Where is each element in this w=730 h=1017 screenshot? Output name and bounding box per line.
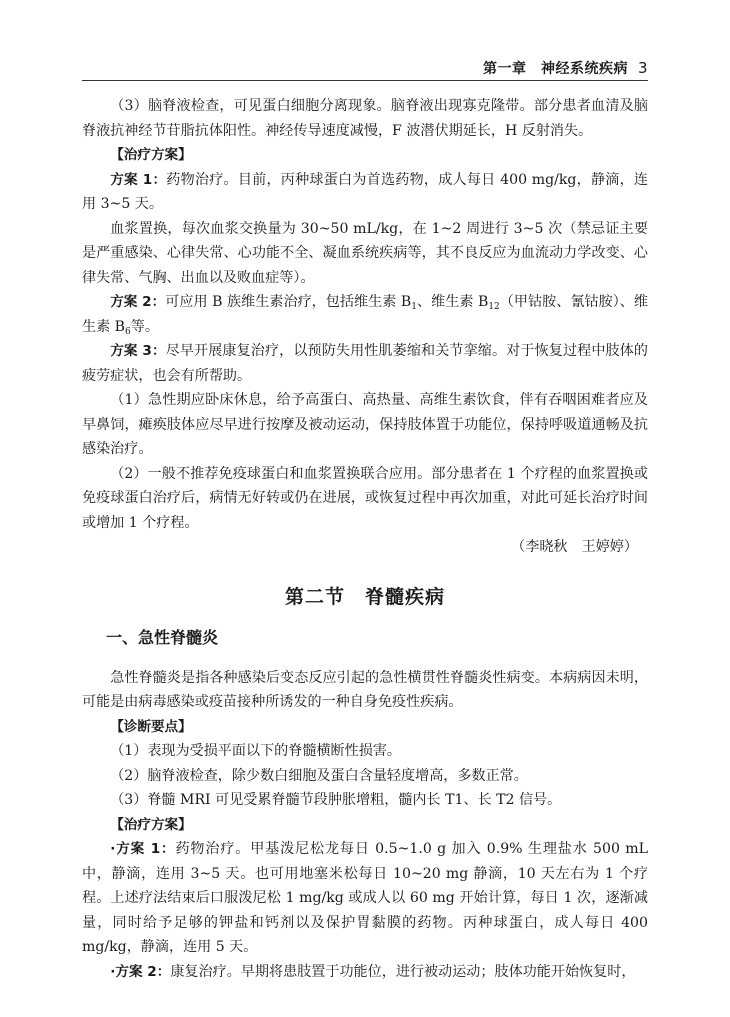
plasma-exchange-paragraph: 血浆置换，每次血浆交换量为 30~50 mL/kg，在 1~2 周进行 3~5 次（禁忌证主要是严重感染、心律失常、心功能不全、凝血系统疾病等，其不良反应为血流动力学改变、心律失常、气胸、出血以及败血症等）。: [82, 220, 648, 286]
running-header: [82, 56, 648, 81]
plan1-label: 方案 1：: [110, 171, 167, 188]
subsection-title: 一、急性脊髓炎: [106, 627, 219, 647]
plan3-paragraph: 方案 3：尽早开展康复治疗，以预防失用性肌萎缩和关节挛缩。对于恢复过程中肢体的疲劳症状，也会有所帮助。: [82, 343, 648, 384]
myelitis-plan2-paragraph: ·方案 2：康复治疗。早期将患肢置于功能位，进行被动运动；肢体功能开始恢复时，: [110, 963, 636, 980]
page-number: 3: [637, 59, 648, 77]
myelitis-plan2-label: ·方案 2：: [110, 963, 171, 980]
intro-paragraph: 急性脊髓炎是指各种感染后变态反应引起的急性横贯性脊髓炎性病变。本病病因未明，可能是由病毒感染或疫苗接种所诱发的一种自身免疫性疾病。: [82, 669, 648, 710]
note2-paragraph: （2）一般不推荐免疫球蛋白和血浆置换联合应用。部分患者在 1 个疗程的血浆置换或免疫球蛋白治疗后，病情无好转或仍在进展，或恢复过程中再次加重，对此可延长治疗时间或增加 1 个疗程。: [82, 465, 648, 531]
diagnosis-item-1: （1）表现为受损平面以下的脊髓横断性损害。: [110, 743, 402, 759]
plan2-label: 方案 2：: [110, 294, 166, 310]
page-body: [82, 94, 648, 984]
author-signature: （李晓秋 王婷婷）: [511, 539, 638, 555]
diagnosis-item-3: （3）脊髓 MRI 可见受累脊髓节段肿胀增粗，髓内长 T1、长 T2 信号。: [110, 792, 562, 808]
plan3-label: 方案 3：: [110, 343, 166, 359]
treatment-heading: 【治疗方案】: [110, 147, 192, 163]
note1-paragraph: （1）急性期应卧床休息，给予高蛋白、高热量、高维生素饮食，伴有吞咽困难者应及早鼻饲，瘫痪肢体应尽早进行按摩及被动运动，保持肢体置于功能位，保持呼吸道通畅及抗感染治疗。: [82, 392, 648, 457]
myelitis-plan1-label: ·方案 1：: [110, 841, 176, 857]
section-title: 第二节 脊髓疾病: [284, 585, 445, 608]
plan1-paragraph: 方案 1：药物治疗。目前，丙种球蛋白为首选药物，成人每日 400 mg/kg，静滴，连用 3~5 天。: [82, 171, 648, 212]
diagnosis-item-2: （2）脑脊液检查，除少数白细胞及蛋白含量轻度增高，多数正常。: [110, 767, 528, 784]
diagnosis-heading: 【诊断要点】: [110, 718, 192, 735]
paragraph-csf-exam: （3）脑脊液检查，可见蛋白细胞分离现象。脑脊液出现寡克隆带。部分患者血清及脑脊液抗神经节苷脂抗体阳性。神经传导速度减慢，F 波潜伏期延长，H 反射消失。: [82, 98, 648, 139]
myelitis-plan1-paragraph: ·方案 1：药物治疗。甲基泼尼松龙每日 0.5~1.0 g 加入 0.9% 生理盐水 500 mL 中，静滴，连用 3~5 天。也可用地塞米松每日 10~20 mg 静滴，10 天左右为 1 个疗程。上述疗法结束后口服泼尼松 1 mg/kg 或成人以 60 mg 开始计算，每日 1 次，逐渐减量，同时给予足够的钾盐和钙剂以及保护胃黏膜的药物。丙种球蛋白，成人每日 400 mg/kg，静滴，连用 5 天。: [82, 841, 648, 955]
treatment-heading-2: 【治疗方案】: [110, 816, 192, 833]
chapter-heading: 第一章 神经系统疾病 3: [482, 59, 648, 77]
plan2-paragraph: 方案 2：可应用 B 族维生素治疗，包括维生素 $B_1$、维生素 $B_{12}$（甲钴胺、氰钴胺）、维生素 $B_6$等。: [82, 294, 648, 337]
